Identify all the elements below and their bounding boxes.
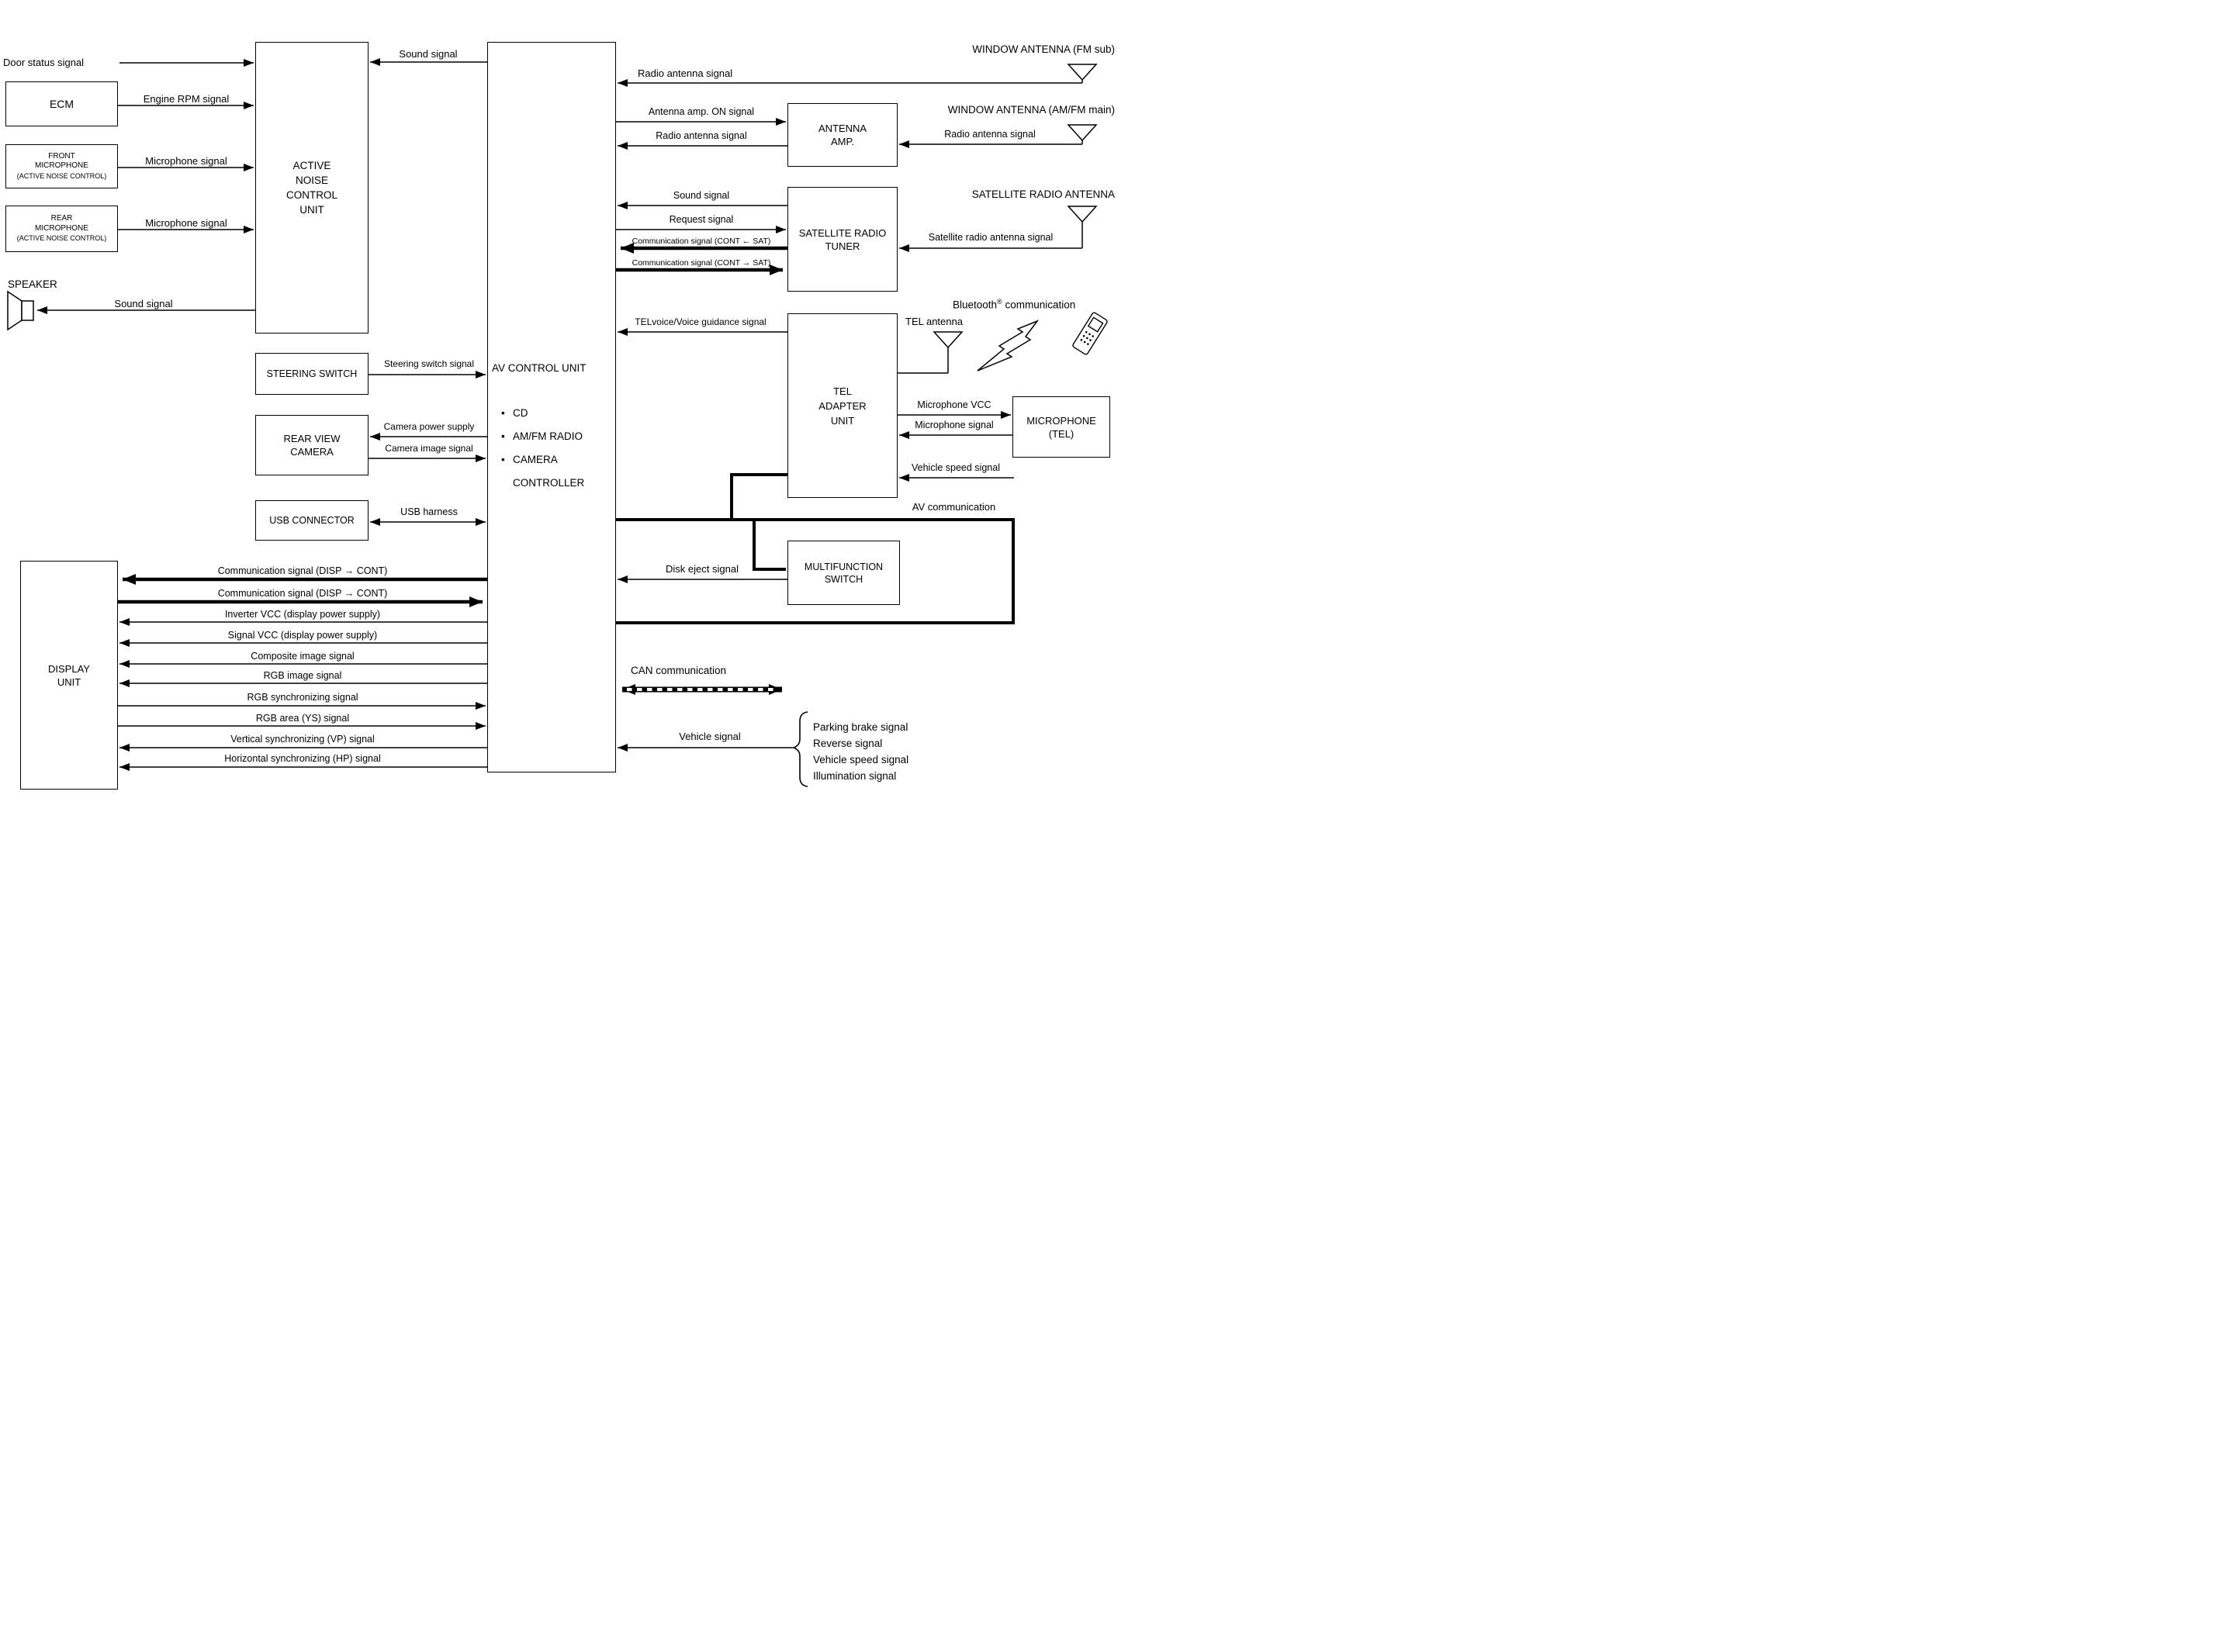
vehicle-signal-source: Parking brake signal <box>813 721 908 733</box>
antenna-amp-line2: AMP. <box>830 136 855 147</box>
sat-request-signal-label: Request signal <box>669 214 734 225</box>
tel-adapter-line2: ADAPTER <box>818 399 867 412</box>
ecm-label: ECM <box>49 98 74 110</box>
multifunction-switch-unit <box>787 541 900 605</box>
display-signal-label: RGB area (YS) signal <box>255 713 350 724</box>
av-feature-camera-controller: • CAMERA CONTROLLER <box>501 448 616 495</box>
satellite-radio-antenna-icon <box>1068 206 1096 222</box>
speaker-icon <box>8 292 33 330</box>
satellite-radio-tuner-unit <box>787 187 898 292</box>
display-signal-label: Composite image signal <box>251 651 355 662</box>
communication-word: communication <box>1002 299 1076 311</box>
usb-connector-label: USB CONNECTOR <box>269 515 355 526</box>
tel-adapter-line3: UNIT <box>830 414 855 427</box>
display-signal-label: RGB image signal <box>263 670 342 681</box>
tel-adapter-line1: TEL <box>833 385 852 397</box>
multifunction-line2: SWITCH <box>824 573 863 585</box>
radio-antenna-signal-fm-sub-label: Radio antenna signal <box>638 67 733 79</box>
av-sound-signal-label: Sound signal <box>399 48 458 60</box>
rear-microphone-unit <box>5 206 118 252</box>
front-microphone-line2: MICROPHONE <box>35 161 88 171</box>
window-antenna-fm-sub-icon <box>1068 64 1096 80</box>
usb-harness-label: USB harness <box>400 506 458 517</box>
camera-power-supply-label: Camera power supply <box>383 421 475 432</box>
satellite-radio-antenna-signal-label: Satellite radio antenna signal <box>928 232 1054 243</box>
display-signal-label: Communication signal (DISP → CONT) <box>217 588 388 599</box>
anc-line4: UNIT <box>299 204 324 216</box>
av-feature-radio: • AM/FM RADIO <box>501 425 616 448</box>
bluetooth-communication-label <box>953 295 1075 312</box>
rear-view-camera-line2: CAMERA <box>290 446 334 458</box>
speaker-sound-signal-label: Sound signal <box>114 298 173 309</box>
rear-mic-signal-label: Microphone signal <box>145 217 227 229</box>
antenna-amp-line1: ANTENNA <box>818 123 867 134</box>
rear-microphone-line2: MICROPHONE <box>35 223 88 233</box>
usb-connector-unit <box>255 500 369 541</box>
antenna-amp-unit <box>787 103 898 167</box>
front-microphone-line3: (ACTIVE NOISE CONTROL) <box>16 171 107 180</box>
front-mic-signal-label: Microphone signal <box>145 155 227 167</box>
display-signal-label: Horizontal synchronizing (HP) signal <box>224 753 381 764</box>
display-signal-label: Inverter VCC (display power supply) <box>224 609 381 620</box>
can-communication-label: CAN communication <box>631 665 727 676</box>
microphone-vcc-label: Microphone VCC <box>917 399 991 410</box>
steering-switch-label: STEERING SWITCH <box>266 368 358 379</box>
display-signal-label: Communication signal (DISP → CONT) <box>217 565 388 576</box>
wiring-diagram <box>0 0 1120 826</box>
display-unit-line1: DISPLAY <box>48 662 90 675</box>
display-unit-line2: UNIT <box>57 676 81 688</box>
anc-line3: CONTROL <box>285 189 337 201</box>
window-antenna-am-fm-main-label: WINDOW ANTENNA (AM/FM main) <box>947 104 1115 116</box>
antenna-amp-on-signal-label: Antenna amp. ON signal <box>648 106 755 117</box>
steering-switch-unit <box>255 353 369 395</box>
telvoice-signal-label: TELvoice/Voice guidance signal <box>635 316 767 327</box>
satellite-radio-antenna-label: SATELLITE RADIO ANTENNA <box>971 188 1115 200</box>
av-control-unit-title: AV CONTROL UNIT <box>492 362 587 374</box>
engine-rpm-signal-label: Engine RPM signal <box>143 93 230 105</box>
sat-tuner-line2: TUNER <box>825 240 860 252</box>
rear-microphone-line3: (ACTIVE NOISE CONTROL) <box>16 234 107 243</box>
sat-tuner-line1: SATELLITE RADIO <box>798 226 887 239</box>
disk-eject-signal-label: Disk eject signal <box>666 563 739 575</box>
camera-image-signal-label: Camera image signal <box>385 443 473 454</box>
rear-view-camera-unit <box>255 415 369 475</box>
rear-microphone-line1: REAR <box>50 214 73 223</box>
vehicle-signal-source: Reverse signal <box>813 738 883 749</box>
front-microphone-line1: FRONT <box>48 151 75 161</box>
bluetooth-word: Bluetooth <box>953 299 998 311</box>
vehicle-speed-signal-label: Vehicle speed signal <box>912 462 1000 473</box>
vehicle-signal-label: Vehicle signal <box>679 731 741 742</box>
radio-antenna-signal-amp-label: Radio antenna signal <box>656 130 747 141</box>
av-control-unit-features <box>501 402 616 495</box>
microphone-tel-line1: MICROPHONE <box>1026 414 1096 427</box>
door-status-signal-label: Door status signal <box>3 57 85 68</box>
av-communication-label: AV communication <box>912 501 996 513</box>
tel-antenna-label: TEL antenna <box>905 316 963 327</box>
vehicle-signal-source: Vehicle speed signal <box>813 754 909 766</box>
tel-adapter-unit <box>787 313 898 498</box>
sat-comm-out-label: Communication signal (CONT → SAT) <box>632 258 771 268</box>
cell-phone-icon <box>1072 312 1108 355</box>
microphone-tel-line2: (TEL) <box>1048 427 1075 440</box>
steering-switch-signal-label: Steering switch signal <box>383 358 475 369</box>
front-microphone-unit <box>5 144 118 188</box>
rear-view-camera-line1: REAR VIEW <box>283 433 341 444</box>
speaker-label: SPEAKER <box>8 278 57 290</box>
active-noise-control-unit <box>255 42 369 334</box>
anc-line2: NOISE <box>295 175 328 186</box>
display-signal-label: Vertical synchronizing (VP) signal <box>230 734 375 745</box>
display-signal-label: Signal VCC (display power supply) <box>227 630 378 641</box>
av-feature-cd: • CD <box>501 402 616 425</box>
lightning-bolt-icon <box>978 321 1037 371</box>
sat-comm-in-label: Communication signal (CONT ← SAT) <box>632 237 771 246</box>
multifunction-line1: MULTIFUNCTION <box>804 561 884 572</box>
window-antenna-fm-sub-label: WINDOW ANTENNA (FM sub) <box>972 43 1115 55</box>
radio-antenna-signal-main-label: Radio antenna signal <box>944 129 1036 140</box>
brace <box>794 712 808 786</box>
display-unit <box>20 561 118 790</box>
display-signal-label: RGB synchronizing signal <box>247 692 358 703</box>
registered-mark: ® <box>997 298 1002 306</box>
sat-sound-signal-label: Sound signal <box>673 190 730 201</box>
microphone-signal-tel-label: Microphone signal <box>915 420 994 430</box>
anc-line1: ACTIVE <box>292 160 331 171</box>
ecm-unit <box>5 81 118 126</box>
microphone-tel-unit <box>1012 396 1110 458</box>
vehicle-signal-source: Illumination signal <box>813 770 897 782</box>
vehicle-signal-sources <box>813 719 908 784</box>
tel-antenna-icon <box>934 332 962 347</box>
